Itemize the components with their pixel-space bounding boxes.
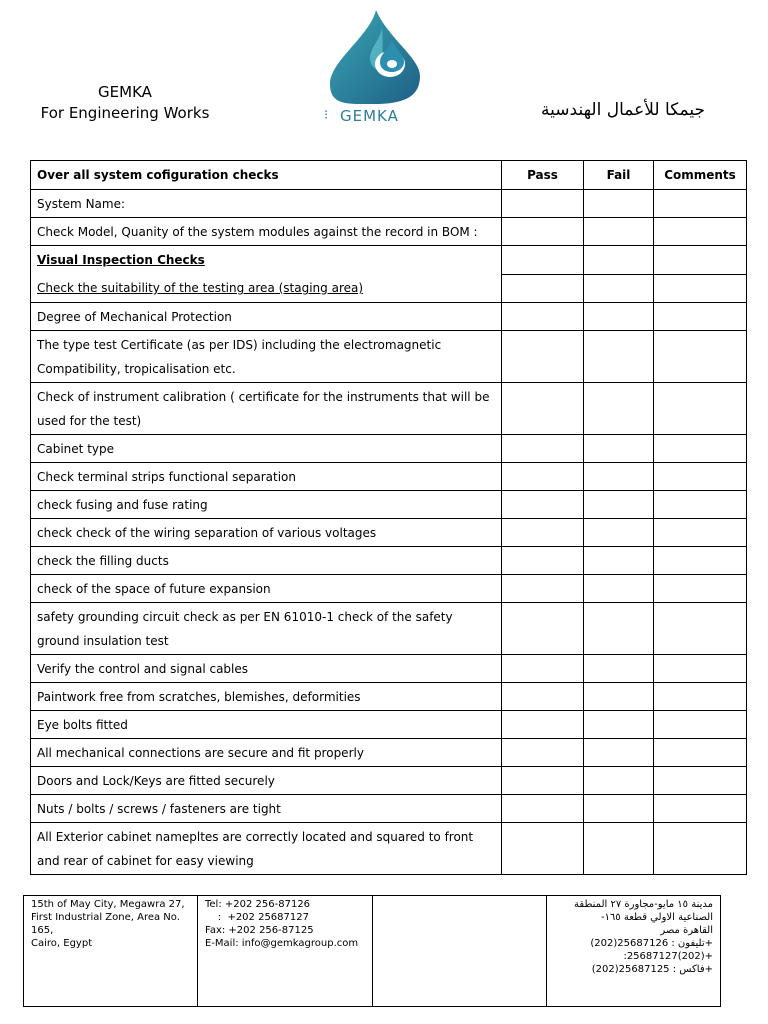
logo-wordmark: GEMKA [340,107,399,125]
company-name-arabic: جيمكا للأعمال الهندسية [541,100,705,120]
table-row [31,519,747,547]
fail-cell[interactable] [584,767,654,795]
comments-cell[interactable] [654,331,747,383]
pass-cell[interactable] [502,246,584,275]
pass-cell[interactable] [502,303,584,331]
pass-cell[interactable] [502,274,584,303]
address-line: First Industrial Zone, Area No. 165, [31,912,180,936]
pass-cell[interactable] [502,603,584,655]
fail-cell[interactable] [584,274,654,303]
fail-cell[interactable] [584,383,654,435]
phone-line: Tel: +202 256-87126 [205,899,311,910]
comments-cell[interactable] [654,463,747,491]
company-name-english [30,82,220,124]
row-description: Nuts / bolts / screws / fasteners are tight [31,795,502,823]
fax-line: Fax: +202 256-87125 [205,925,314,936]
fail-cell[interactable] [584,795,654,823]
pass-cell[interactable] [502,383,584,435]
table-row [31,491,747,519]
company-name-line2: For Engineering Works [40,104,210,122]
fail-cell[interactable] [584,463,654,491]
row-description: The type test Certificate (as per IDS) including the electromagnetic Compatibility, tropicalisation etc. [31,331,502,383]
pass-cell[interactable] [502,575,584,603]
row-description: check the filling ducts [31,547,502,575]
arabic-line: +(202)25687127: [623,951,713,962]
comments-cell[interactable] [654,711,747,739]
table-row [31,739,747,767]
comments-cell[interactable] [654,274,747,303]
table-row [31,575,747,603]
table-row [31,246,747,275]
footer-arabic-address [547,896,721,1007]
table-row [31,767,747,795]
comments-cell[interactable] [654,190,747,218]
comments-cell[interactable] [654,767,747,795]
row-description: Check the suitability of the testing area (staging area) [37,281,364,295]
table-row [31,547,747,575]
table-row [31,795,747,823]
row-description: safety grounding circuit check as per EN 61010-1 check of the safety ground insulation test [31,603,502,655]
row-description: Doors and Lock/Keys are fitted securely [31,767,502,795]
row-description: check fusing and fuse rating [31,491,502,519]
fail-cell[interactable] [584,683,654,711]
footer-table [23,895,721,1007]
row-description: check of the space of future expansion [31,575,502,603]
row-description: Cabinet type [31,435,502,463]
row-description: Paintwork free from scratches, blemishes, deformities [31,683,502,711]
pass-cell[interactable] [502,795,584,823]
comments-cell[interactable] [654,519,747,547]
fail-cell[interactable] [584,190,654,218]
comments-cell[interactable] [654,575,747,603]
fail-cell[interactable] [584,491,654,519]
company-name-line1: GEMKA [98,83,152,101]
pass-cell[interactable] [502,218,584,246]
checks-table [30,160,747,875]
comments-cell[interactable] [654,246,747,275]
footer-address [24,896,198,1007]
table-header-row [31,161,747,190]
table-row [31,655,747,683]
row-description: All Exterior cabinet namepltes are correctly located and squared to front and rear of cabinet for easy viewing [31,823,502,875]
comments-cell[interactable] [654,603,747,655]
row-description: Check Model, Quanity of the system modules against the record in BOM : [31,218,502,246]
row-description: All mechanical connections are secure and fit properly [31,739,502,767]
comments-cell[interactable] [654,218,747,246]
pass-cell[interactable] [502,463,584,491]
logo-dot-icon: ⁝ [324,108,329,123]
fail-cell[interactable] [584,603,654,655]
fail-cell[interactable] [584,218,654,246]
fail-cell[interactable] [584,519,654,547]
header-pass: Pass [502,161,584,190]
comments-cell[interactable] [654,303,747,331]
header-fail: Fail [584,161,654,190]
row-description: Verify the control and signal cables [31,655,502,683]
phone-line: : +202 25687127 [205,912,309,923]
table-row [31,603,747,655]
table-row [31,435,747,463]
table-row [31,190,747,218]
pass-cell[interactable] [502,683,584,711]
fail-cell[interactable] [584,246,654,275]
pass-cell[interactable] [502,547,584,575]
fail-cell[interactable] [584,435,654,463]
row-description: Eye bolts fitted [31,711,502,739]
header-comments: Comments [654,161,747,190]
arabic-line: +فاكس : 25687125(202) [591,964,713,975]
pass-cell[interactable] [502,435,584,463]
table-row [31,823,747,875]
table-row [31,303,747,331]
fail-cell[interactable] [584,547,654,575]
pass-cell[interactable] [502,519,584,547]
footer-contact [198,896,373,1007]
pass-cell[interactable] [502,491,584,519]
comments-cell[interactable] [654,435,747,463]
fail-cell[interactable] [584,711,654,739]
comments-cell[interactable] [654,491,747,519]
pass-cell[interactable] [502,331,584,383]
section-heading-visual-inspection: Visual Inspection Checks [37,253,205,267]
visual-inspection-cell [31,246,502,303]
table-row [31,683,747,711]
fail-cell[interactable] [584,303,654,331]
table-row [31,463,747,491]
row-description: Check terminal strips functional separation [31,463,502,491]
fail-cell[interactable] [584,823,654,875]
table-row [31,331,747,383]
row-description: Degree of Mechanical Protection [31,303,502,331]
comments-cell[interactable] [654,547,747,575]
address-line: 15th of May City, Megawra 27, [31,899,185,910]
comments-cell[interactable] [654,655,747,683]
header-description: Over all system cofiguration checks [31,161,502,190]
pass-cell[interactable] [502,823,584,875]
row-description: Check of instrument calibration ( certificate for the instruments that will be used for the test) [31,383,502,435]
footer-empty-cell [373,896,547,1007]
pass-cell[interactable] [502,767,584,795]
comments-cell[interactable] [654,795,747,823]
row-description: check check of the wiring separation of various voltages [31,519,502,547]
table-row [31,711,747,739]
comments-cell[interactable] [654,823,747,875]
arabic-line: الصناعية الاولي قطعة ١٦٥- [600,912,713,923]
arabic-line: +تليفون : 25687126(202) [590,938,713,949]
table-row [31,383,747,435]
fail-cell[interactable] [584,331,654,383]
comments-cell[interactable] [654,383,747,435]
fail-cell[interactable] [584,739,654,767]
pass-cell[interactable] [502,655,584,683]
fail-cell[interactable] [584,575,654,603]
arabic-line: مدينة ١٥ مايو-مجاورة ٢٧ المنطقة [574,899,713,910]
comments-cell[interactable] [654,683,747,711]
address-line: Cairo, Egypt [31,938,93,949]
pass-cell[interactable] [502,739,584,767]
comments-cell[interactable] [654,739,747,767]
arabic-line: القاهرة مصر [660,925,713,936]
row-description: System Name: [31,190,502,218]
email-link[interactable]: E-Mail: info@gemkagroup.com [205,938,359,949]
fail-cell[interactable] [584,655,654,683]
table-row [31,218,747,246]
pass-cell[interactable] [502,190,584,218]
pass-cell[interactable] [502,711,584,739]
